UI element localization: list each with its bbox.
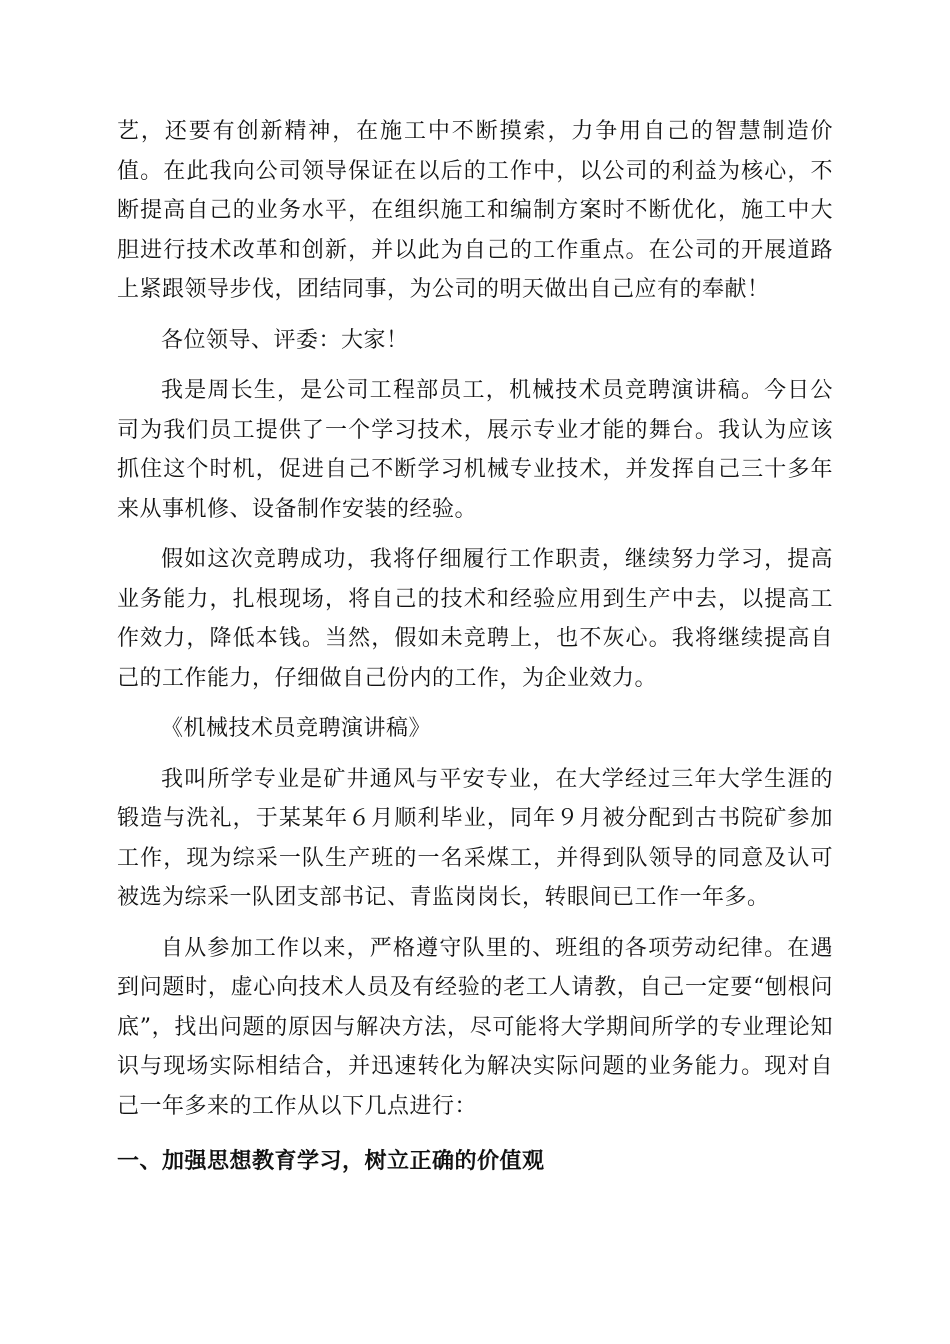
paragraph-title: 《机械技术员竞聘演讲稿》 — [161, 716, 432, 741]
paragraph-background: 我叫所学专业是矿井通风与平安专业，在大学经过三年大学生涯的锻造与洗礼，于某某年６月顺利毕业，同年９月被分配到古书院矿参加工作，现为综采一队生产班的一名采煤工，并得到队领导的同意及认可被选为综采一队团支部书记、青监岗岗长，转眼间已工作一年多。 — [117, 766, 833, 910]
section-heading: 一、加强思想教育学习，树立正确的价值观 — [117, 1148, 545, 1174]
paragraph-introduction: 我是周长生，是公司工程部员工，机械技术员竞聘演讲稿。今日公司为我们员工提供了一个学习技术，展示专业才能的舞台。我认为应该抓住这个时机，促进自己不断学习机械专业技术，并发挥自己三十多年来从事机修、设备制作安装的经验。 — [117, 378, 833, 522]
document-body — [117, 112, 833, 1180]
paragraph-greeting: 各位领导、评委：大家！ — [161, 327, 409, 353]
paragraph-work-summary: 自从参加工作以来，严格遵守队里的、班组的各项劳动纪律。在遇到问题时，虚心向技术人员及有经验的老工人请教，自己一定要“刨根问底”，找出问题的原因与解决方法，尽可能将大学期间所学的专业理论知识与现场实际相结合，并迅速转化为解决实际问题的业务能力。现对自己一年多来的工作从以下几点进行： — [117, 935, 833, 1119]
paragraph-commitment: 假如这次竞聘成功，我将仔细履行工作职责，继续努力学习，提高业务能力，扎根现场，将自己的技术和经验应用到生产中去，以提高工作效力，降低本钱。当然，假如未竞聘上，也不灰心。我将继续提高自己的工作能力，仔细做自己份内的工作，为企业效力。 — [117, 547, 833, 691]
paragraph-continuation: 艺，还要有创新精神，在施工中不断摸索，力争用自己的智慧制造价值。在此我向公司领导保证在以后的工作中，以公司的利益为核心，不断提高自己的业务水平，在组织施工和编制方案时不断优化，施工中大胆进行技术改革和创新，并以此为自己的工作重点。在公司的开展道路上紧跟领导步伐，团结同事，为公司的明天做出自己应有的奉献！ — [117, 119, 833, 302]
